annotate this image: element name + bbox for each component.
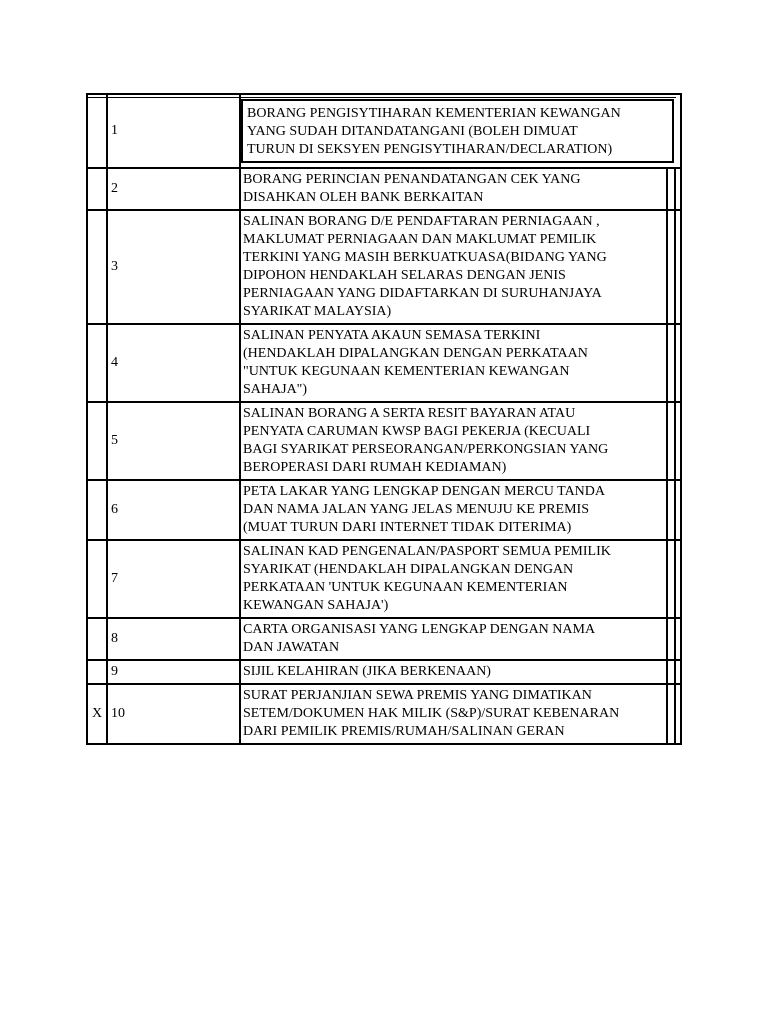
blank-cell bbox=[676, 325, 682, 401]
blank-cell bbox=[668, 403, 676, 479]
item-number: 10 bbox=[108, 685, 241, 743]
mark-cell bbox=[88, 403, 108, 479]
blank-cell bbox=[668, 211, 676, 323]
mark-cell bbox=[88, 325, 108, 401]
mark-cell bbox=[88, 481, 108, 539]
blank-cell bbox=[676, 481, 682, 539]
item-description: SURAT PERJANJIAN SEWA PREMIS YANG DIMATIKAN SETEM/DOKUMEN HAK MILIK (S&P)/SURAT KEBENARAN DARI PEMILIK PREMIS/RUMAH/SALINAN GERAN bbox=[241, 685, 668, 743]
table-row bbox=[88, 169, 682, 211]
blank-cell bbox=[668, 661, 676, 683]
blank-cell bbox=[676, 541, 682, 617]
mark-cell bbox=[88, 169, 108, 209]
blank-cell bbox=[676, 403, 682, 479]
table-row bbox=[88, 403, 682, 481]
blank-cell bbox=[674, 95, 682, 167]
table-row bbox=[88, 95, 682, 169]
item-description: SALINAN PENYATA AKAUN SEMASA TERKINI (HENDAKLAH DIPALANGKAN DENGAN PERKATAAN "UNTUK KEGUNAAN KEMENTERIAN KEWANGAN SAHAJA") bbox=[241, 325, 668, 401]
mark-cell bbox=[88, 541, 108, 617]
table-row bbox=[88, 619, 682, 661]
blank-cell bbox=[676, 619, 682, 659]
table-row bbox=[88, 211, 682, 325]
table-row bbox=[88, 325, 682, 403]
item-description: PETA LAKAR YANG LENGKAP DENGAN MERCU TANDA DAN NAMA JALAN YANG JELAS MENUJU KE PREMIS (MUAT TURUN DARI INTERNET TIDAK DITERIMA) bbox=[241, 481, 668, 539]
blank-cell bbox=[668, 481, 676, 539]
blank-cell bbox=[668, 541, 676, 617]
mark-cell bbox=[88, 619, 108, 659]
checklist-table bbox=[86, 93, 682, 745]
mark-cell bbox=[88, 661, 108, 683]
item-number: 6 bbox=[108, 481, 241, 539]
blank-cell bbox=[676, 661, 682, 683]
blank-cell bbox=[676, 685, 682, 743]
item-number: 3 bbox=[108, 211, 241, 323]
table-row bbox=[88, 661, 682, 685]
item-number: 5 bbox=[108, 403, 241, 479]
item-description: SIJIL KELAHIRAN (JIKA BERKENAAN) bbox=[241, 661, 668, 683]
blank-cell bbox=[676, 169, 682, 209]
mark-cell bbox=[88, 95, 108, 167]
blank-cell bbox=[668, 169, 676, 209]
item-number: 1 bbox=[108, 95, 241, 167]
mark-cell bbox=[88, 211, 108, 323]
item-number: 7 bbox=[108, 541, 241, 617]
table-row bbox=[88, 541, 682, 619]
blank-cell bbox=[668, 619, 676, 659]
table-row bbox=[88, 481, 682, 541]
blank-cell bbox=[676, 211, 682, 323]
item-description: CARTA ORGANISASI YANG LENGKAP DENGAN NAMA DAN JAWATAN bbox=[241, 619, 668, 659]
item-number: 4 bbox=[108, 325, 241, 401]
item-description: SALINAN KAD PENGENALAN/PASPORT SEMUA PEMILIK SYARIKAT (HENDAKLAH DIPALANGKAN DENGAN PERKATAAN 'UNTUK KEGUNAAN KEMENTERIAN KEWANGAN SAHAJA') bbox=[241, 541, 668, 617]
item-description: BORANG PENGISYTIHARAN KEMENTERIAN KEWANGAN YANG SUDAH DITANDATANGANI (BOLEH DIMUAT TURUN DI SEKSYEN PENGISYTIHARAN/DECLARATION) bbox=[241, 99, 674, 163]
blank-cell bbox=[668, 325, 676, 401]
item-description: SALINAN BORANG D/E PENDAFTARAN PERNIAGAAN , MAKLUMAT PERNIAGAAN DAN MAKLUMAT PEMILIK TERKINI YANG MASIH BERKUATKUASA(BIDANG YANG DIPOHON HENDAKLAH SELARAS DENGAN JENIS PERNIAGAAN YANG DIDAFTARKAN DI SURUHANJAYA SYARIKAT MALAYSIA) bbox=[241, 211, 668, 323]
item-number: 9 bbox=[108, 661, 241, 683]
item-description: SALINAN BORANG A SERTA RESIT BAYARAN ATAU PENYATA CARUMAN KWSP BAGI PEKERJA (KECUALI BAGI SYARIKAT PERSEORANGAN/PERKONGSIAN YANG BEROPERASI DARI RUMAH KEDIAMAN) bbox=[241, 403, 668, 479]
blank-cell bbox=[668, 685, 676, 743]
item-description: BORANG PERINCIAN PENANDATANGAN CEK YANG DISAHKAN OLEH BANK BERKAITAN bbox=[241, 169, 668, 209]
item-number: 2 bbox=[108, 169, 241, 209]
table-row bbox=[88, 685, 682, 743]
item-number: 8 bbox=[108, 619, 241, 659]
mark-cell: X bbox=[88, 685, 108, 743]
